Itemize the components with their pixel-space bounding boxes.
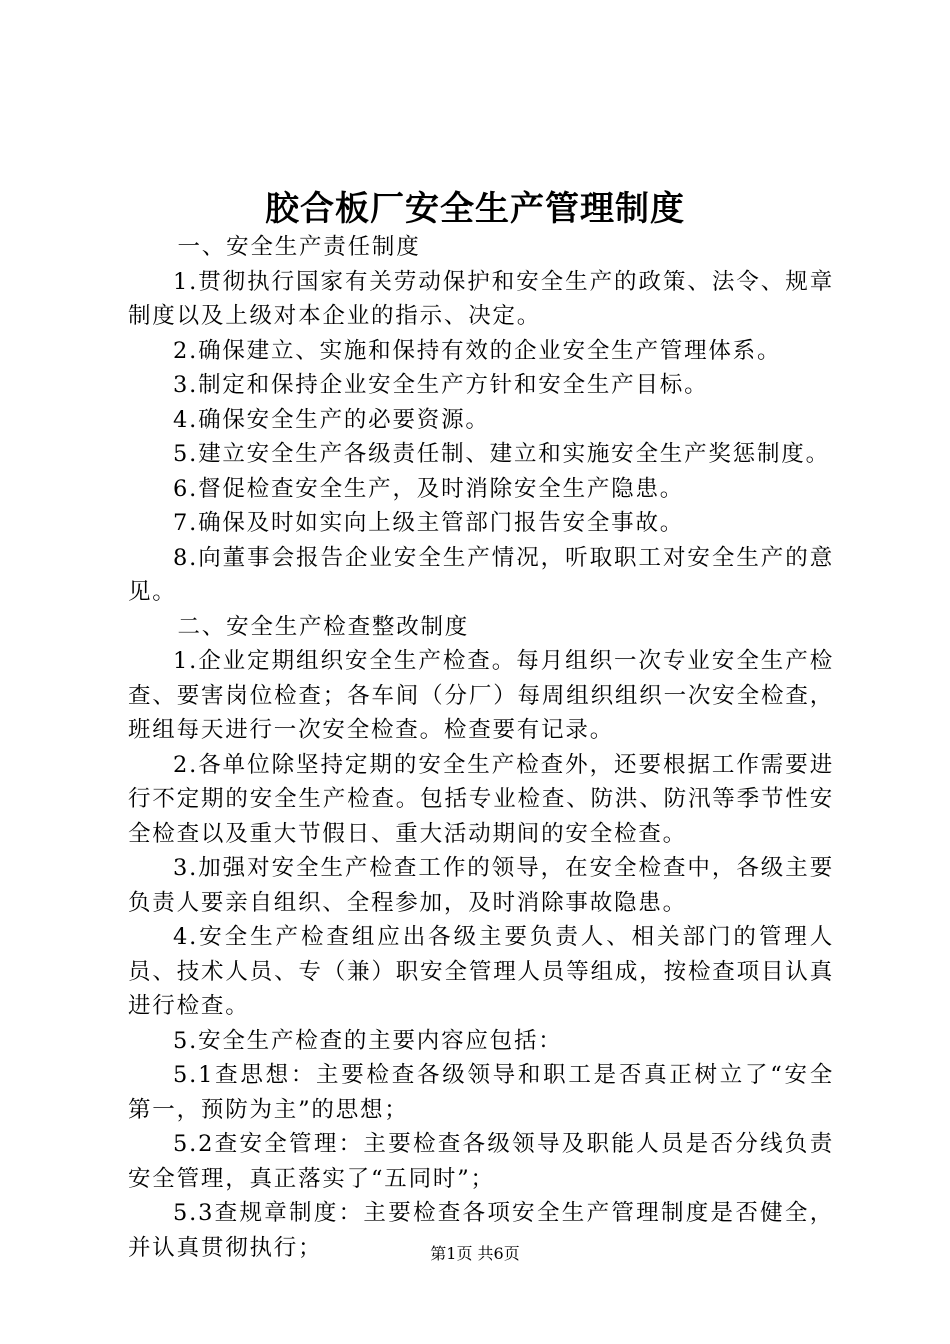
section-heading-2: 二、安全生产检查整改制度 (177, 613, 470, 640)
paragraph: 1.贯彻执行国家有关劳动保护和安全生产的政策、法令、规章制度以及上级对本企业的指示、决定。 (128, 268, 834, 329)
paragraph: 3.加强对安全生产检查工作的领导，在安全检查中，各级主要负责人要亲自组织、全程参加，及时消除事故隐患。 (128, 855, 834, 916)
page-footer: 第1页 共6页 (430, 1244, 520, 1263)
paragraph: 5.3查规章制度：主要检查各项安全生产管理制度是否健全，并认真贯彻执行； (128, 1200, 834, 1261)
document-title: 胶合板厂安全生产管理制度 (265, 189, 685, 229)
paragraph: 5.2查安全管理：主要检查各级领导及职能人员是否分线负责安全管理，真正落实了“五同时”； (128, 1131, 834, 1192)
paragraph: 3.制定和保持企业安全生产方针和安全生产目标。 (173, 372, 709, 398)
section-heading-1: 一、安全生产责任制度 (177, 234, 421, 260)
paragraph: 2.各单位除坚持定期的安全生产检查外，还要根据工作需要进行不定期的安全生产检查。包括专业检查、防洪、防汛等季节性安全检查以及重大节假日、重大活动期间的安全检查。 (128, 751, 834, 847)
paragraph: 5.建立安全生产各级责任制、建立和实施安全生产奖惩制度。 (173, 441, 830, 467)
paragraph: 1.企业定期组织安全生产检查。每月组织一次专业安全生产检查、要害岗位检查；各车间（分厂）每周组织组织一次安全检查，班组每天进行一次安全检查。检查要有记录。 (128, 648, 834, 743)
paragraph: 8.向董事会报告企业安全生产情况，听取职工对安全生产的意见。 (128, 544, 834, 605)
document-body (128, 230, 834, 1265)
paragraph: 5.安全生产检查的主要内容应包括： (173, 1027, 563, 1054)
paragraph: 4.确保安全生产的必要资源。 (173, 406, 490, 433)
paragraph: 5.1查思想：主要检查各级领导和职工是否真正树立了“安全第一，预防为主”的思想； (128, 1062, 834, 1123)
paragraph: 6.督促检查安全生产，及时消除安全生产隐患。 (173, 475, 685, 502)
paragraph: 7.确保及时如实向上级主管部门报告安全事故。 (173, 510, 685, 536)
paragraph: 4.安全生产检查组应出各级主要负责人、相关部门的管理人员、技术人员、专（兼）职安全管理人员等组成，按检查项目认真进行检查。 (128, 924, 834, 1019)
paragraph: 2.确保建立、实施和保持有效的企业安全生产管理体系。 (173, 337, 782, 364)
